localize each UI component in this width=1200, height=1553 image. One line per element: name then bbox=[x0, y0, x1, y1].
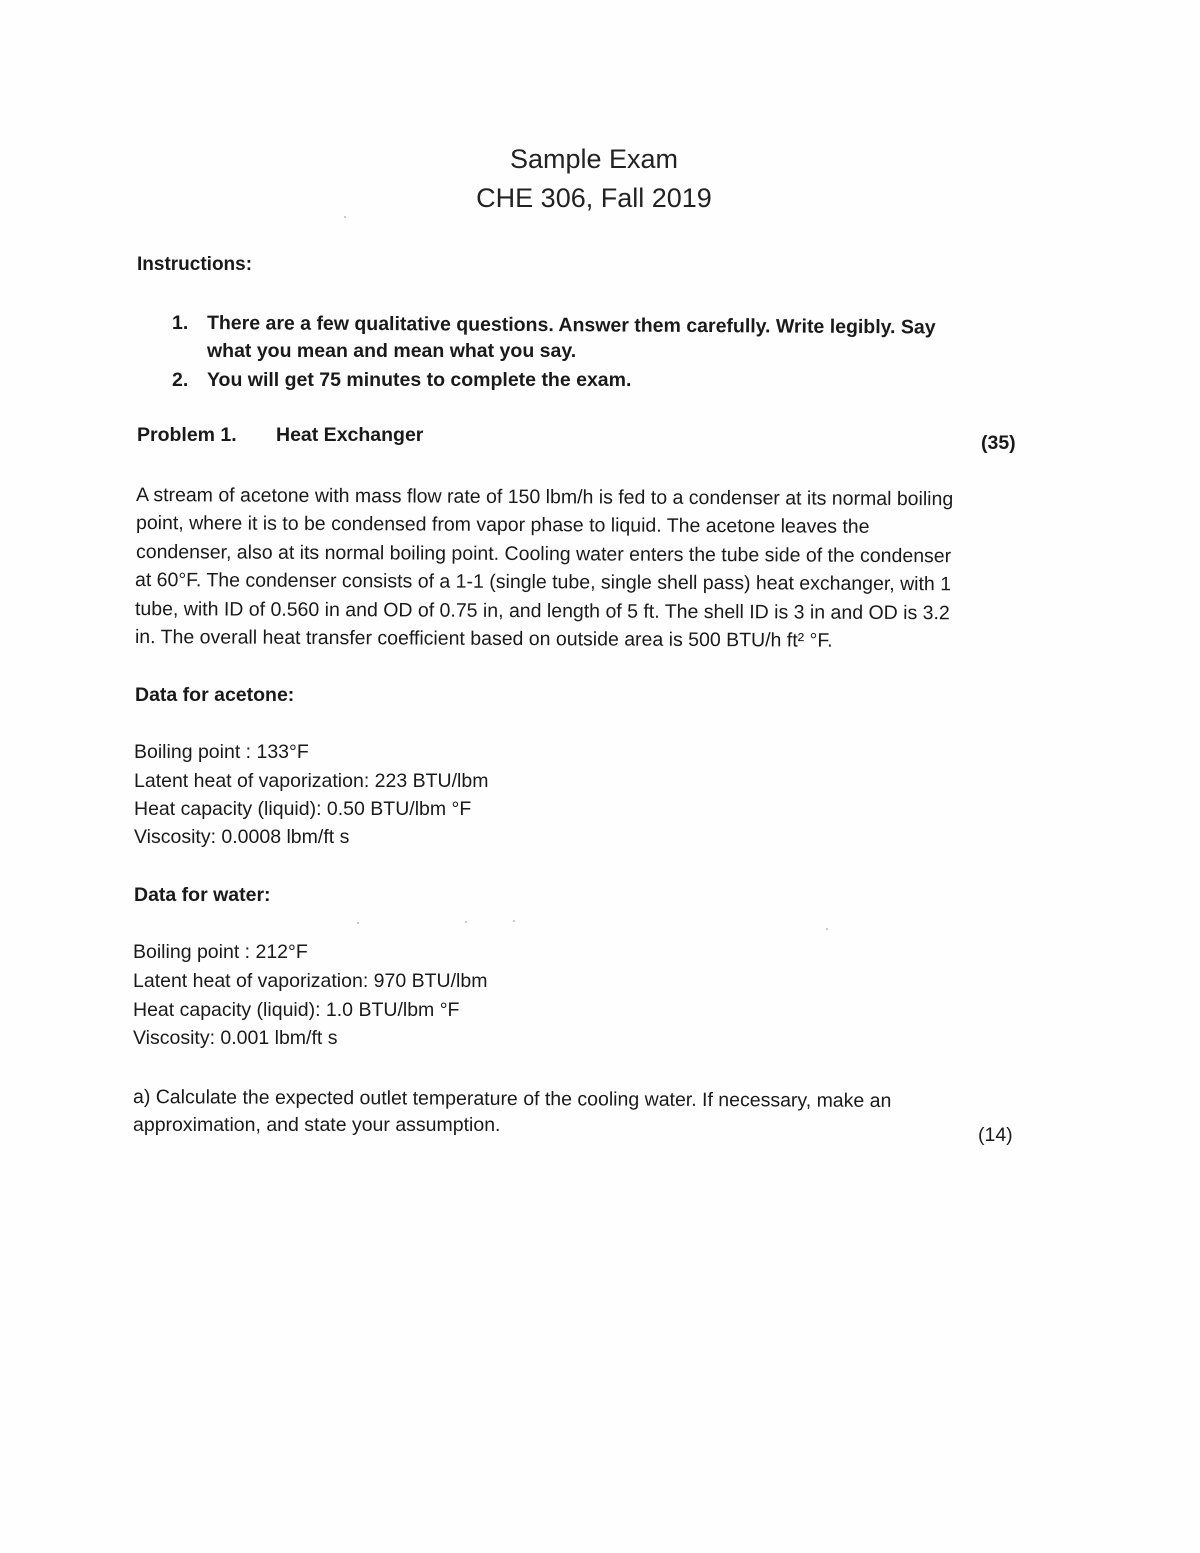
instruction-line: what you mean and mean what you say. bbox=[207, 340, 577, 362]
water-data-line: Boiling point : 212°F bbox=[133, 941, 308, 963]
acetone-data-line: Latent heat of vaporization: 223 BTU/lbm bbox=[134, 770, 489, 792]
water-data-line: Latent heat of vaporization: 970 BTU/lbm bbox=[133, 970, 488, 992]
instruction-number: 1. bbox=[172, 312, 189, 334]
problem-paragraph-line: A stream of acetone with mass flow rate of 150 lbm/h is fed to a condenser at its normal boiling bbox=[135, 484, 954, 511]
scan-speck bbox=[465, 921, 467, 923]
problem-points: (35) bbox=[981, 432, 1016, 454]
acetone-data-line: Viscosity: 0.0008 lbm/ft s bbox=[134, 826, 350, 848]
acetone-data-line: Boiling point : 133°F bbox=[134, 741, 309, 763]
scan-speck bbox=[826, 928, 828, 930]
problem-paragraph-line: tube, with ID of 0.560 in and OD of 0.75 in, and length of 5 ft. The shell ID is 3 in and OD is 3.2 bbox=[134, 598, 950, 625]
question-a-line: a) Calculate the expected outlet temperature of the cooling water. If necessary, make an bbox=[132, 1086, 892, 1112]
question-a-points: (14) bbox=[978, 1124, 1013, 1146]
water-data-heading: Data for water: bbox=[134, 884, 271, 906]
course-title: CHE 306, Fall 2019 bbox=[476, 183, 712, 213]
scan-speck bbox=[357, 922, 359, 924]
problem-paragraph-line: at 60°F. The condenser consists of a 1-1 (single tube, single shell pass) heat exchanger, with 1 bbox=[134, 569, 952, 596]
water-data-line: Viscosity: 0.001 lbm/ft s bbox=[133, 1027, 338, 1049]
instruction-line: You will get 75 minutes to complete the exam. bbox=[207, 369, 632, 391]
problem-paragraph-line: point, where it is to be condensed from vapor phase to liquid. The acetone leaves the bbox=[135, 512, 870, 538]
exam-title: Sample Exam bbox=[509, 144, 679, 174]
question-a-line: approximation, and state your assumption. bbox=[133, 1114, 501, 1136]
problem-title: Heat Exchanger bbox=[276, 424, 424, 446]
water-data-line: Heat capacity (liquid): 1.0 BTU/lbm °F bbox=[133, 999, 460, 1021]
instructions-heading: Instructions: bbox=[137, 254, 253, 275]
acetone-data-heading: Data for acetone: bbox=[135, 684, 295, 706]
problem-paragraph-line: condenser, also at its normal boiling point. Cooling water enters the tube side of the condenser bbox=[135, 541, 952, 568]
problem-paragraph-line: in. The overall heat transfer coefficient based on outside area is 500 BTU/h ft² °F. bbox=[134, 626, 833, 652]
scan-speck bbox=[344, 216, 346, 218]
acetone-data-line: Heat capacity (liquid): 0.50 BTU/lbm °F bbox=[134, 798, 472, 820]
scan-speck bbox=[513, 920, 515, 922]
problem-label: Problem 1. bbox=[137, 424, 237, 446]
instruction-line: There are a few qualitative questions. Answer them carefully. Write legibly. Say bbox=[206, 312, 936, 339]
instruction-number: 2. bbox=[172, 369, 189, 391]
